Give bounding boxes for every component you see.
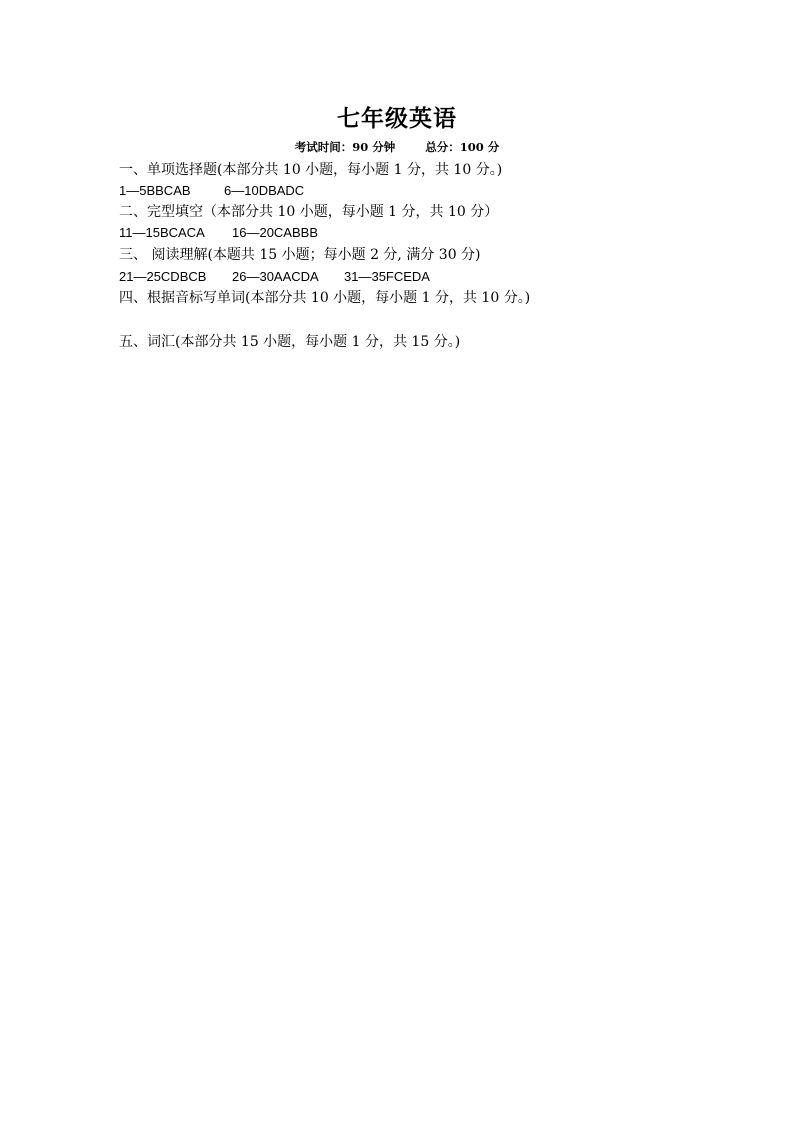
answer-group: 26—30AACDA bbox=[232, 269, 319, 284]
answer-group: 16—20CABBB bbox=[232, 225, 318, 240]
answer-group: 21—25CDBCB bbox=[119, 269, 207, 284]
section-3-answers bbox=[119, 268, 430, 286]
section-4-heading: 四、根据音标写单词(本部分共 10 小题，每小题 1 分，共 10 分。) bbox=[119, 290, 531, 306]
section-2-answers bbox=[119, 224, 318, 242]
answer-group: 11—15BCACA bbox=[119, 225, 205, 240]
section-1-answers bbox=[119, 182, 304, 200]
section-3-heading: 三、 阅读理解(本题共 15 小题；每小题 2 分, 满分 30 分) bbox=[119, 247, 481, 263]
exam-info bbox=[0, 139, 794, 155]
page-title: 七年级英语 bbox=[337, 105, 457, 132]
exam-time: 考试时间：90 分钟 bbox=[294, 140, 396, 154]
answer-group: 6—10DBADC bbox=[224, 183, 305, 198]
answer-group: 31—35FCEDA bbox=[344, 269, 430, 284]
section-1-heading: 一、单项选择题(本部分共 10 小题，每小题 1 分，共 10 分。) bbox=[119, 162, 503, 178]
section-2-heading: 二、完型填空（本部分共 10 小题，每小题 1 分，共 10 分） bbox=[119, 204, 499, 220]
section-5-heading: 五、词汇(本部分共 15 小题，每小题 1 分，共 15 分。) bbox=[119, 334, 461, 350]
total-score: 总分：100 分 bbox=[425, 140, 500, 154]
answer-group: 1—5BBCAB bbox=[119, 183, 191, 198]
